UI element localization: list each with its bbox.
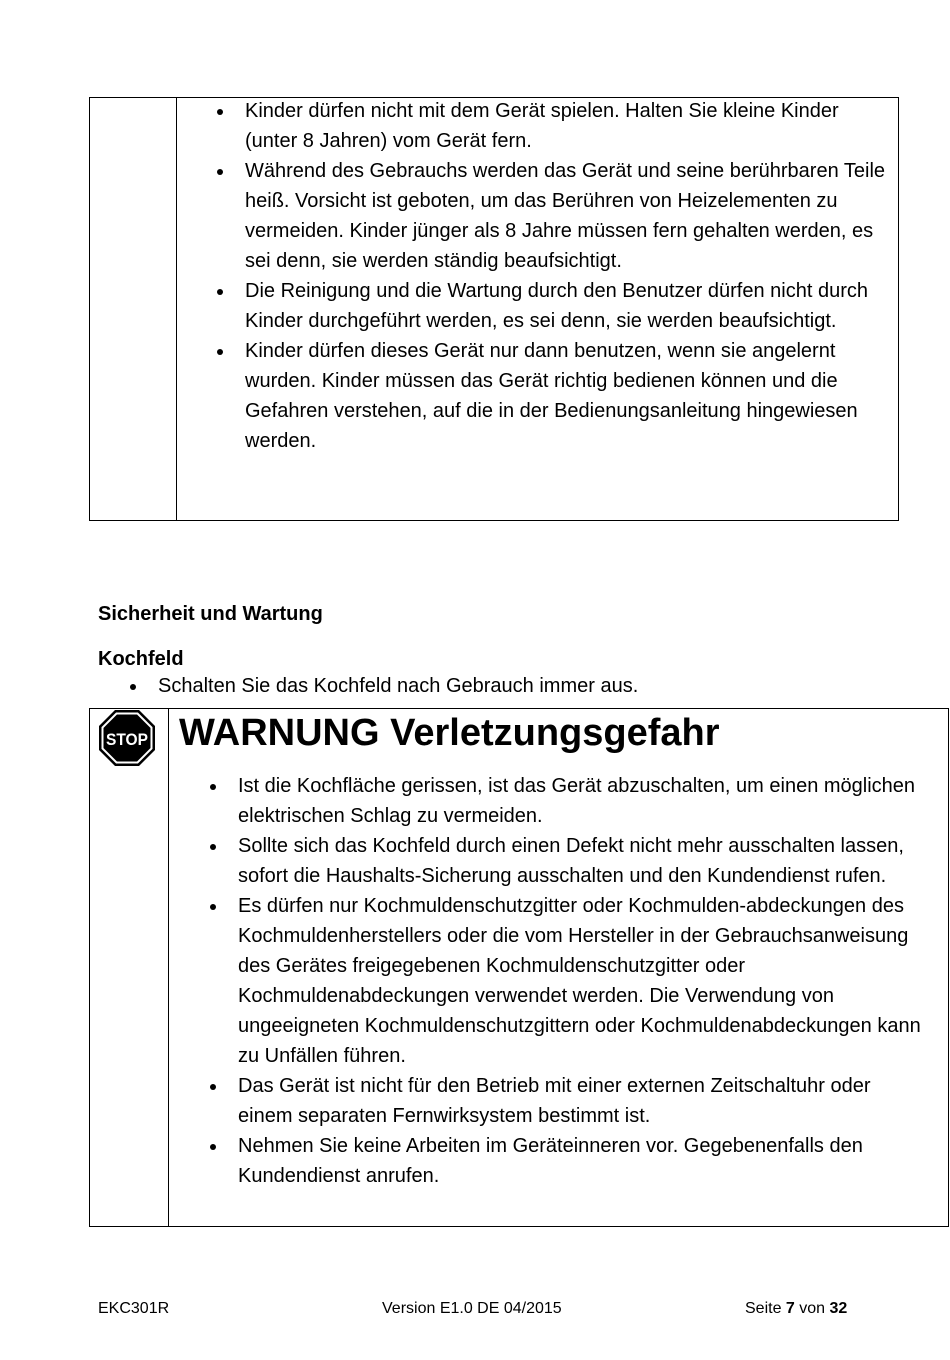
list-item: Nehmen Sie keine Arbeiten im Geräteinneren vor. Gegebenenfalls den Kundendienst anrufen. bbox=[208, 1131, 928, 1191]
warning-bullet-list bbox=[208, 771, 928, 1191]
list-item: Ist die Kochfläche gerissen, ist das Gerät abzuschalten, um einen möglichen elektrischen Schlag zu vermeiden. bbox=[208, 771, 928, 831]
footer-page-number bbox=[745, 1299, 847, 1319]
list-item: Kinder dürfen dieses Gerät nur dann benutzen, wenn sie angelernt wurden. Kinder müssen das Gerät richtig bedienen können und die Gefahren verstehen, auf die in der Bedienungsanleitung hingewiesen werden. bbox=[215, 336, 895, 456]
page-prefix: Seite bbox=[745, 1300, 786, 1317]
footer-version: Version E1.0 DE 04/2015 bbox=[382, 1300, 562, 1317]
list-item: Es dürfen nur Kochmuldenschutzgitter oder Kochmulden-abdeckungen des Kochmuldenherstellers oder die vom Hersteller in der Gebrauchsanweisung des Gerätes freigegebenen Kochmuldenschutzgitter oder Kochmuldenabdeckungen verwendet werden. Die Verwendung von ungeeigneten Kochmuldenschutzgittern oder Kochmuldenabdeckungen kann zu Unfällen führen. bbox=[208, 891, 928, 1071]
list-item: Kinder dürfen nicht mit dem Gerät spielen. Halten Sie kleine Kinder (unter 8 Jahren) vom Gerät fern. bbox=[215, 96, 895, 156]
top-safety-table bbox=[89, 97, 899, 521]
top-bullet-list bbox=[215, 96, 895, 456]
kochfeld-bullet-list bbox=[128, 671, 828, 701]
page-current: 7 bbox=[785, 1300, 795, 1317]
warning-title: WARNUNG Verletzungsgefahr bbox=[179, 712, 720, 754]
stop-sign-label: STOP bbox=[106, 730, 148, 749]
list-item: Schalten Sie das Kochfeld nach Gebrauch immer aus. bbox=[128, 671, 828, 701]
list-item: Die Reinigung und die Wartung durch den Benutzer dürfen nicht durch Kinder durchgeführt werden, es sei denn, sie werden beaufsichtigt. bbox=[215, 276, 895, 336]
warning-table bbox=[89, 708, 949, 1227]
page-total: 32 bbox=[829, 1300, 848, 1317]
page-separator: von bbox=[794, 1300, 830, 1317]
list-item: Das Gerät ist nicht für den Betrieb mit einer externen Zeitschaltuhr oder einem separaten Fernwirksystem bestimmt ist. bbox=[208, 1071, 928, 1131]
subsection-heading: Kochfeld bbox=[98, 648, 184, 670]
table-column-divider bbox=[168, 709, 169, 1226]
stop-sign-icon bbox=[98, 709, 156, 767]
list-item: Während des Gebrauchs werden das Gerät und seine berührbaren Teile heiß. Vorsicht ist geboten, um das Berühren von Heizelementen zu vermeiden. Kinder jünger als 8 Jahre müssen fern gehalten werden, es sei denn, sie werden ständig beaufsichtigt. bbox=[215, 156, 895, 276]
section-heading: Sicherheit und Wartung bbox=[98, 603, 323, 625]
footer-model: EKC301R bbox=[98, 1300, 170, 1317]
list-item: Sollte sich das Kochfeld durch einen Defekt nicht mehr ausschalten lassen, sofort die Haushalts-Sicherung ausschalten und den Kundendienst rufen. bbox=[208, 831, 928, 891]
table-column-divider bbox=[176, 98, 177, 520]
